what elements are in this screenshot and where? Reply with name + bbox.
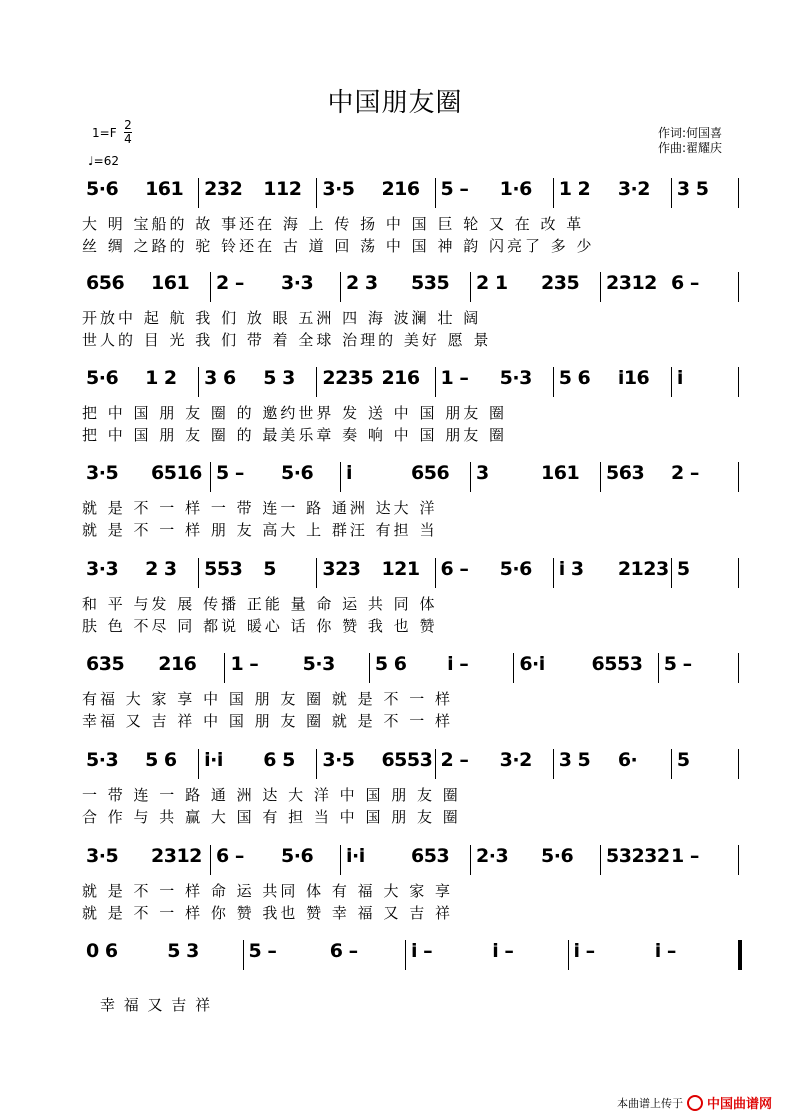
- note-group: 5·6: [281, 845, 314, 867]
- lyric-verse-1: 大 明 宝船的 故 事还在 海 上 传 扬 中 国 巨 轮 又 在 改 革: [82, 215, 585, 233]
- note-group: 3 5: [676, 178, 709, 200]
- music-system: [82, 940, 742, 1034]
- bar-line: [738, 845, 739, 875]
- note-group: 2 –: [440, 749, 469, 771]
- note-group: 1 2: [145, 367, 177, 389]
- note-group: 5 –: [440, 178, 469, 200]
- lyric-verse-2: 就 是 不 一 样 朋 友 高大 上 群汪 有担 当: [82, 521, 438, 539]
- note-group: 1·6: [499, 178, 532, 200]
- note-group: 5: [676, 558, 690, 580]
- note-group: i: [676, 367, 683, 389]
- bar-line: [671, 367, 672, 397]
- notes-line: [82, 558, 742, 586]
- bar-line: [568, 940, 569, 970]
- bar-line: [513, 653, 514, 683]
- note-group: 5 6: [374, 653, 407, 675]
- bar-line: [210, 272, 211, 302]
- bar-line: [435, 558, 436, 588]
- note-group: i –: [654, 940, 676, 962]
- bar-line: [316, 367, 317, 397]
- note-group: 656: [411, 462, 450, 484]
- note-group: 2 3: [346, 272, 378, 294]
- lyric-verse-2: 幸福 又 吉 祥 中 国 朋 友 圈 就 是 不 一 样: [82, 712, 453, 730]
- note-group: i –: [492, 940, 514, 962]
- note-group: 5: [676, 749, 690, 771]
- note-group: 3·5: [86, 462, 119, 484]
- note-group: 235: [541, 272, 580, 294]
- bar-line: [340, 845, 341, 875]
- footer-text: 本曲谱上传于: [616, 1096, 683, 1110]
- music-system: [82, 178, 742, 272]
- note-group: 5·6: [499, 558, 532, 580]
- note-group: i –: [573, 940, 595, 962]
- bar-line: [600, 845, 601, 875]
- note-group: 216: [381, 178, 420, 200]
- music-system: [82, 462, 742, 556]
- music-system: [82, 653, 742, 747]
- lyric-verse-2: 肤 色 不尽 同 都说 暖心 话 你 赞 我 也 赞: [82, 617, 438, 635]
- note-group: i –: [447, 653, 469, 675]
- key-signature: 1=F: [92, 126, 117, 140]
- note-group: 2 3: [145, 558, 177, 580]
- site-logo-icon: [687, 1095, 703, 1111]
- bar-line: [316, 749, 317, 779]
- note-group: 2 –: [216, 272, 244, 294]
- note-group: 121: [381, 558, 420, 580]
- time-signature-top: 2: [124, 118, 132, 132]
- note-group: 3 5: [558, 749, 591, 771]
- lyric-verse-2: 世人的 目 光 我 们 带 着 全球 治理的 美好 愿 景: [82, 331, 492, 349]
- lyric-verse-1: 就 是 不 一 样 命 运 共同 体 有 福 大 家 享: [82, 882, 453, 900]
- bar-line: [435, 367, 436, 397]
- note-group: 2312: [606, 272, 657, 294]
- note-group: 161: [145, 178, 184, 200]
- bar-line: [405, 940, 406, 970]
- bar-line: [470, 272, 471, 302]
- note-group: i·i: [204, 749, 223, 771]
- note-group: 6 –: [216, 845, 244, 867]
- lyric-verse-1: 就 是 不 一 样 一 带 连一 路 通洲 达大 洋: [82, 499, 438, 517]
- note-group: 3: [476, 462, 489, 484]
- bar-line: [340, 272, 341, 302]
- note-group: 2 –: [671, 462, 699, 484]
- bar-line: [738, 367, 739, 397]
- note-group: 6 –: [329, 940, 358, 962]
- note-group: 53232: [606, 845, 670, 867]
- note-group: i·i: [346, 845, 365, 867]
- notes-line: [82, 462, 742, 490]
- lyric-verse-2: 把 中 国 朋 友 圈 的 最美乐章 奏 响 中 国 朋友 圈: [82, 426, 507, 444]
- note-group: i –: [411, 940, 433, 962]
- music-system: [82, 558, 742, 652]
- music-system: [82, 272, 742, 366]
- bar-line: [198, 558, 199, 588]
- time-signature: [124, 119, 132, 146]
- bar-line: [738, 749, 739, 779]
- note-group: 5·3: [86, 749, 119, 771]
- note-group: 563: [606, 462, 645, 484]
- note-group: 656: [86, 272, 125, 294]
- notes-line: [82, 845, 742, 873]
- note-group: 6 –: [671, 272, 699, 294]
- bar-line: [671, 178, 672, 208]
- bar-line: [210, 462, 211, 492]
- tempo-value: =62: [93, 154, 119, 168]
- notes-line: [82, 749, 742, 777]
- lyric-verse-2: 就 是 不 一 样 你 赞 我也 赞 幸 福 又 吉 祥: [82, 904, 453, 922]
- note-group: 2·3: [476, 845, 509, 867]
- bar-line: [224, 653, 225, 683]
- note-group: 6·: [617, 749, 638, 771]
- note-group: 1 2: [558, 178, 591, 200]
- note-group: 5 6: [145, 749, 177, 771]
- composer: 作曲:翟耀庆: [657, 141, 722, 155]
- note-group: 635: [86, 653, 125, 675]
- final-lyric: 幸 福 又 吉 祥: [100, 996, 213, 1014]
- music-system: [82, 367, 742, 461]
- note-group: 2 1: [476, 272, 508, 294]
- note-group: 6 5: [263, 749, 295, 771]
- note-group: 5·6: [86, 178, 119, 200]
- note-group: i 3: [558, 558, 584, 580]
- note-group: 5·6: [541, 845, 574, 867]
- tempo-marking: [88, 154, 119, 169]
- bar-line: [316, 178, 317, 208]
- bar-line: [738, 558, 739, 588]
- bar-line: [369, 653, 370, 683]
- bar-line: [600, 462, 601, 492]
- note-group: 3·5: [86, 845, 119, 867]
- note-group: 3·5: [322, 178, 355, 200]
- note-group: 6·i: [519, 653, 545, 675]
- bar-line: [198, 749, 199, 779]
- note-group: 5 3: [263, 367, 295, 389]
- note-group: 653: [411, 845, 450, 867]
- bar-line: [671, 558, 672, 588]
- note-group: 1 –: [230, 653, 259, 675]
- note-group: 232: [204, 178, 243, 200]
- footer-site[interactable]: 中国曲谱网: [706, 1097, 772, 1112]
- lyric-verse-1: 和 平 与发 展 传播 正能 量 命 运 共 同 体: [82, 595, 438, 613]
- bar-line: [210, 845, 211, 875]
- bar-line: [243, 940, 244, 970]
- note-group: 161: [151, 272, 190, 294]
- note-group: 323: [322, 558, 361, 580]
- note-group: 6 –: [440, 558, 469, 580]
- note-group: 3·2: [617, 178, 650, 200]
- note-group: 2235: [322, 367, 374, 389]
- bar-line: [600, 272, 601, 302]
- bar-line: [553, 749, 554, 779]
- note-group: 3·3: [86, 558, 119, 580]
- note-group: 3·3: [281, 272, 314, 294]
- bar-line: [738, 272, 739, 302]
- notes-line: [82, 178, 742, 206]
- note-group: 5·6: [86, 367, 119, 389]
- note-group: 216: [381, 367, 420, 389]
- note-group: 6553: [591, 653, 643, 675]
- note-group: 3·5: [322, 749, 355, 771]
- bar-line: [470, 845, 471, 875]
- lyric-verse-1: 把 中 国 朋 友 圈 的 邀约世界 发 送 中 国 朋友 圈: [82, 404, 507, 422]
- note-group: 5 6: [558, 367, 591, 389]
- note-group: 1 –: [440, 367, 469, 389]
- lyricist: 作词:何国喜: [657, 126, 722, 140]
- note-group: 1 –: [671, 845, 699, 867]
- notes-line: [82, 653, 742, 681]
- note-group: 6516: [151, 462, 202, 484]
- note-group: 5·3: [302, 653, 335, 675]
- note-group: 5: [263, 558, 276, 580]
- note-group: 3·2: [499, 749, 532, 771]
- note-group: 5 3: [167, 940, 199, 962]
- note-group: 5 –: [248, 940, 277, 962]
- bar-line: [198, 178, 199, 208]
- bar-line: [671, 749, 672, 779]
- note-group: 216: [158, 653, 197, 675]
- quarter-note-icon: ♩: [88, 154, 94, 168]
- bar-line: [340, 462, 341, 492]
- music-system: [82, 845, 742, 939]
- bar-line: [316, 558, 317, 588]
- bar-line: [553, 178, 554, 208]
- lyric-verse-2: 丝 绸 之路的 驼 铃还在 古 道 回 荡 中 国 神 韵 闪亮了 多 少: [82, 237, 595, 255]
- time-signature-bottom: 4: [124, 132, 132, 146]
- final-bar-line: [738, 940, 742, 970]
- page-title: 中国朋友圈: [327, 88, 463, 118]
- note-group: 161: [541, 462, 580, 484]
- note-group: 5·6: [281, 462, 314, 484]
- footer: [617, 1093, 772, 1112]
- note-group: 0 6: [86, 940, 118, 962]
- note-group: 553: [204, 558, 243, 580]
- note-group: 6553: [381, 749, 433, 771]
- music-system: [82, 749, 742, 843]
- bar-line: [435, 178, 436, 208]
- lyric-verse-1: 有福 大 家 享 中 国 朋 友 圈 就 是 不 一 样: [82, 690, 453, 708]
- note-group: 535: [411, 272, 450, 294]
- bar-line: [738, 462, 739, 492]
- bar-line: [738, 178, 739, 208]
- bar-line: [198, 367, 199, 397]
- note-group: i16: [617, 367, 650, 389]
- bar-line: [553, 367, 554, 397]
- bar-line: [738, 653, 739, 683]
- notes-line: [82, 367, 742, 395]
- note-group: 5 –: [216, 462, 244, 484]
- lyric-verse-1: 一 带 连 一 路 通 洲 达 大 洋 中 国 朋 友 圈: [82, 786, 461, 804]
- bar-line: [470, 462, 471, 492]
- note-group: 5 –: [663, 653, 692, 675]
- notes-line: [82, 272, 742, 300]
- note-group: 3 6: [204, 367, 236, 389]
- note-group: 2312: [151, 845, 202, 867]
- note-group: 112: [263, 178, 302, 200]
- note-group: 2123: [617, 558, 669, 580]
- lyric-verse-1: 开放中 起 航 我 们 放 眼 五洲 四 海 波澜 壮 阔: [82, 309, 482, 327]
- bar-line: [658, 653, 659, 683]
- note-group: 5·3: [499, 367, 532, 389]
- notes-line: [82, 940, 742, 968]
- lyric-verse-2: 合 作 与 共 赢 大 国 有 担 当 中 国 朋 友 圈: [82, 808, 461, 826]
- bar-line: [435, 749, 436, 779]
- bar-line: [553, 558, 554, 588]
- note-group: i: [346, 462, 353, 484]
- credits: [658, 126, 722, 156]
